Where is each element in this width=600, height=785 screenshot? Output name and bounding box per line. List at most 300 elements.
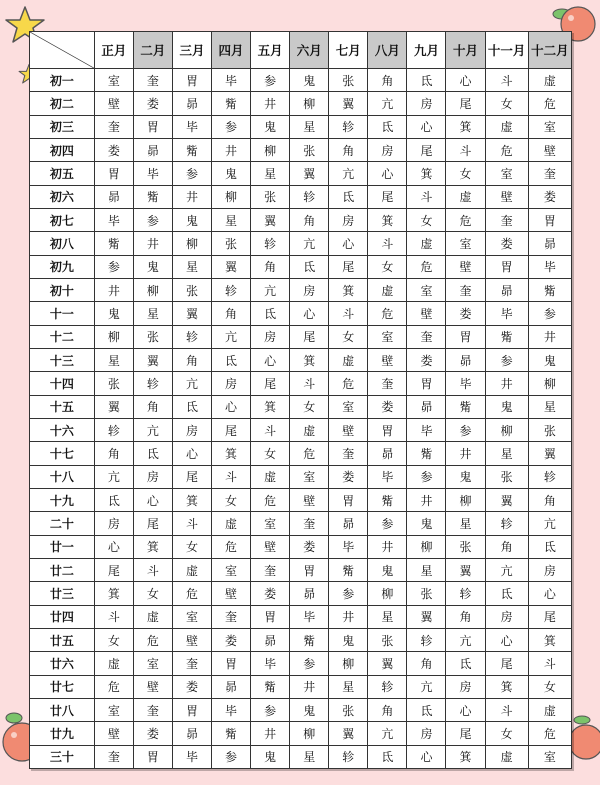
mansion-cell: 亢: [368, 92, 407, 115]
mansion-cell: 胃: [172, 69, 211, 92]
mansion-cell: 昴: [212, 675, 251, 698]
mansion-cell: 奎: [212, 605, 251, 628]
mansion-cell: 星: [251, 162, 290, 185]
mansion-cell: 箕: [94, 582, 133, 605]
mansion-cell: 心: [407, 745, 446, 768]
mansion-cell: 亢: [212, 325, 251, 348]
mansion-cell: 毕: [94, 208, 133, 231]
mansion-cell: 心: [446, 69, 485, 92]
mansion-cell: 虚: [528, 69, 571, 92]
mansion-cell: 氐: [368, 115, 407, 138]
mansion-cell: 角: [528, 488, 571, 511]
mansion-cell: 室: [172, 605, 211, 628]
mansion-cell: 心: [446, 698, 485, 721]
mansion-cell: 心: [528, 582, 571, 605]
mansion-cell: 斗: [251, 418, 290, 441]
mansion-cell: 胃: [407, 372, 446, 395]
mansion-cell: 氐: [94, 488, 133, 511]
mansion-cell: 亢: [528, 512, 571, 535]
mansion-cell: 尾: [446, 92, 485, 115]
mansion-cell: 昴: [290, 582, 329, 605]
mansion-cell: 女: [251, 442, 290, 465]
mansion-cell: 鬼: [94, 302, 133, 325]
mansion-cell: 心: [407, 115, 446, 138]
mansion-cell: 角: [329, 138, 368, 161]
mansion-cell: 轸: [290, 185, 329, 208]
mansion-cell: 鬼: [485, 395, 528, 418]
table-row: [30, 698, 572, 721]
mansion-cell: 女: [212, 488, 251, 511]
mansion-cell: 鬼: [329, 628, 368, 651]
mansion-cell: 尾: [251, 372, 290, 395]
table-row: [30, 745, 572, 768]
mansion-cell: 张: [290, 138, 329, 161]
table-row: [30, 488, 572, 511]
mansion-cell: 壁: [172, 628, 211, 651]
mansion-cell: 鬼: [212, 162, 251, 185]
mansion-cell: 尾: [94, 558, 133, 581]
mansion-cell: 张: [133, 325, 172, 348]
mansion-cell: 尾: [290, 325, 329, 348]
day-label: 初七: [30, 208, 95, 231]
mansion-cell: 井: [290, 675, 329, 698]
mansion-cell: 胃: [212, 652, 251, 675]
month-header: 五月: [251, 32, 290, 69]
mansion-cell: 张: [528, 418, 571, 441]
mansion-cell: 氐: [407, 69, 446, 92]
mansion-cell: 室: [94, 69, 133, 92]
month-header: 七月: [329, 32, 368, 69]
table-row: [30, 255, 572, 278]
mansion-cell: 参: [212, 115, 251, 138]
mansion-cell: 亢: [290, 232, 329, 255]
mansion-cell: 心: [329, 232, 368, 255]
mansion-cell: 角: [368, 69, 407, 92]
mansion-cell: 心: [212, 395, 251, 418]
mansion-cell: 箕: [407, 162, 446, 185]
mansion-cell: 斗: [528, 652, 571, 675]
mansion-cell: 星: [212, 208, 251, 231]
day-label: 廿九: [30, 722, 95, 745]
mansion-cell: 轸: [528, 465, 571, 488]
table-row: [30, 465, 572, 488]
mansion-cell: 觜: [172, 138, 211, 161]
mansion-cell: 奎: [446, 278, 485, 301]
mansion-cell: 氐: [133, 442, 172, 465]
mansion-cell: 柳: [212, 185, 251, 208]
mansion-cell: 箕: [212, 442, 251, 465]
mansion-cell: 井: [212, 138, 251, 161]
mansion-cell: 井: [94, 278, 133, 301]
mansion-cell: 箕: [446, 115, 485, 138]
table-row: [30, 418, 572, 441]
mansion-cell: 井: [446, 442, 485, 465]
mansion-cell: 虚: [212, 512, 251, 535]
table-row: [30, 628, 572, 651]
mansion-cell: 壁: [446, 255, 485, 278]
mansion-cell: 柳: [368, 582, 407, 605]
mansion-cell: 角: [133, 395, 172, 418]
mansion-cell: 室: [251, 512, 290, 535]
mansion-cell: 壁: [133, 675, 172, 698]
mansion-cell: 参: [329, 582, 368, 605]
mansion-cell: 危: [133, 628, 172, 651]
mansion-cell: 柳: [446, 488, 485, 511]
table-row: [30, 278, 572, 301]
month-header: 八月: [368, 32, 407, 69]
mansion-cell: 室: [212, 558, 251, 581]
mansion-cell: 奎: [485, 208, 528, 231]
mansion-cell: 奎: [94, 115, 133, 138]
mansion-cell: 亢: [251, 278, 290, 301]
mansion-cell: 危: [172, 582, 211, 605]
table-row: [30, 535, 572, 558]
mansion-cell: 尾: [446, 722, 485, 745]
mansion-cell: 斗: [368, 232, 407, 255]
day-label: 初四: [30, 138, 95, 161]
mansion-cell: 星: [446, 512, 485, 535]
mansion-cell: 井: [407, 488, 446, 511]
mansion-cell: 翼: [329, 92, 368, 115]
mansion-cell: 壁: [368, 348, 407, 371]
mansion-cell: 星: [290, 115, 329, 138]
mansion-cell: 觜: [94, 232, 133, 255]
mansion-cell: 张: [172, 278, 211, 301]
mansion-cell: 室: [368, 325, 407, 348]
mansion-cell: 奎: [528, 162, 571, 185]
mansion-cell: 张: [407, 582, 446, 605]
mansion-cell: 箕: [251, 395, 290, 418]
mansion-cell: 参: [94, 255, 133, 278]
mansion-cell: 毕: [485, 302, 528, 325]
day-label: 廿八: [30, 698, 95, 721]
table-row: [30, 395, 572, 418]
mansion-cell: 女: [94, 628, 133, 651]
mansion-cell: 箕: [446, 745, 485, 768]
day-label: 初二: [30, 92, 95, 115]
mansion-cell: 参: [212, 745, 251, 768]
mansion-cell: 危: [368, 302, 407, 325]
mansion-cell: 角: [485, 535, 528, 558]
mansion-cell: 心: [94, 535, 133, 558]
mansion-cell: 虚: [446, 185, 485, 208]
table-row: [30, 722, 572, 745]
table-row: [30, 92, 572, 115]
mansion-cell: 壁: [94, 722, 133, 745]
month-header: 六月: [290, 32, 329, 69]
mansion-cell: 尾: [212, 418, 251, 441]
mansion-cell: 星: [368, 605, 407, 628]
table-row: [30, 185, 572, 208]
mansion-cell: 张: [485, 465, 528, 488]
mansion-cell: 危: [446, 208, 485, 231]
day-label: 十一: [30, 302, 95, 325]
mansion-cell: 星: [485, 442, 528, 465]
mansion-cell: 轸: [172, 325, 211, 348]
mansion-cell: 角: [446, 605, 485, 628]
day-label: 廿六: [30, 652, 95, 675]
day-label: 初八: [30, 232, 95, 255]
mansion-cell: 轸: [212, 278, 251, 301]
mansion-cell: 女: [407, 208, 446, 231]
mansion-cell: 胃: [133, 115, 172, 138]
mansion-cell: 觜: [329, 558, 368, 581]
mansion-cell: 壁: [251, 535, 290, 558]
mansion-cell: 轸: [329, 745, 368, 768]
day-label: 廿三: [30, 582, 95, 605]
mansion-cell: 娄: [485, 232, 528, 255]
mansion-cell: 亢: [446, 628, 485, 651]
mansion-cell: 井: [528, 325, 571, 348]
table-row: [30, 69, 572, 92]
mansion-cell: 房: [528, 558, 571, 581]
mansion-cell: 娄: [94, 138, 133, 161]
mansion-cell: 昴: [329, 512, 368, 535]
mansion-cell: 觜: [212, 722, 251, 745]
mansion-cell: 氐: [290, 255, 329, 278]
mansion-cell: 心: [133, 488, 172, 511]
table-row: [30, 138, 572, 161]
mansion-cell: 娄: [446, 302, 485, 325]
mansion-cell: 张: [251, 185, 290, 208]
mansion-cell: 娄: [133, 722, 172, 745]
mansion-cell: 女: [446, 162, 485, 185]
table-row: [30, 582, 572, 605]
mansion-cell: 房: [172, 418, 211, 441]
day-label: 三十: [30, 745, 95, 768]
mansion-cell: 胃: [368, 418, 407, 441]
mansion-cell: 翼: [94, 395, 133, 418]
month-header: 十二月: [528, 32, 571, 69]
mansion-cell: 娄: [212, 628, 251, 651]
mansion-cell: 氐: [528, 535, 571, 558]
mansion-cell: 轸: [329, 115, 368, 138]
mansion-cell: 房: [290, 278, 329, 301]
mansion-cell: 虚: [329, 348, 368, 371]
mansion-cell: 毕: [329, 535, 368, 558]
mansion-cell: 轸: [94, 418, 133, 441]
mansion-cell: 毕: [446, 372, 485, 395]
mansion-cell: 角: [251, 255, 290, 278]
mansion-cell: 觜: [212, 92, 251, 115]
mansion-cell: 亢: [329, 162, 368, 185]
mansion-cell: 翼: [368, 652, 407, 675]
mansion-cell: 参: [251, 698, 290, 721]
mansion-cell: 轸: [485, 512, 528, 535]
mansion-cell: 尾: [368, 185, 407, 208]
mansion-cell: 参: [172, 162, 211, 185]
mansion-cell: 觜: [528, 278, 571, 301]
mansion-cell: 毕: [528, 255, 571, 278]
mansion-cell: 斗: [407, 185, 446, 208]
diagonal-divider: [30, 32, 94, 68]
mansion-cell: 室: [290, 465, 329, 488]
mansion-cell: 奎: [94, 745, 133, 768]
mansion-cell: 毕: [368, 465, 407, 488]
table-row: [30, 302, 572, 325]
mansion-cell: 危: [212, 535, 251, 558]
mansion-cell: 箕: [329, 278, 368, 301]
table-row: [30, 652, 572, 675]
mansion-cell: 壁: [212, 582, 251, 605]
day-label: 十五: [30, 395, 95, 418]
mansion-cell: 壁: [485, 185, 528, 208]
mansion-cell: 参: [251, 69, 290, 92]
mansion-cell: 角: [290, 208, 329, 231]
mansion-cell: 壁: [290, 488, 329, 511]
mansion-cell: 斗: [329, 302, 368, 325]
mansion-cell: 箕: [528, 628, 571, 651]
mansion-cell: 胃: [528, 208, 571, 231]
mansion-cell: 室: [329, 395, 368, 418]
mansion-cell: 亢: [94, 465, 133, 488]
table-row: [30, 208, 572, 231]
day-label: 十三: [30, 348, 95, 371]
mansion-cell: 亢: [368, 722, 407, 745]
mansion-cell: 鬼: [290, 698, 329, 721]
day-label: 二十: [30, 512, 95, 535]
mansion-cell: 女: [290, 395, 329, 418]
month-header: 三月: [172, 32, 211, 69]
table-row: [30, 372, 572, 395]
mansion-cell: 昴: [94, 185, 133, 208]
mansion-cell: 虚: [528, 698, 571, 721]
table-body: [30, 69, 572, 769]
mansion-cell: 房: [368, 138, 407, 161]
mansion-cell: 氐: [251, 302, 290, 325]
mansion-cell: 昴: [172, 92, 211, 115]
mansion-cell: 壁: [94, 92, 133, 115]
mansion-cell: 井: [133, 232, 172, 255]
mansion-cell: 鬼: [133, 255, 172, 278]
mansion-cell: 胃: [172, 698, 211, 721]
mansion-cell: 奎: [368, 372, 407, 395]
mansion-cell: 娄: [368, 395, 407, 418]
mansion-cell: 柳: [94, 325, 133, 348]
month-header: 正月: [94, 32, 133, 69]
mansion-cell: 星: [528, 395, 571, 418]
mansion-cell: 翼: [251, 208, 290, 231]
table-row: [30, 605, 572, 628]
mansion-cell: 井: [485, 372, 528, 395]
mansion-cell: 女: [528, 675, 571, 698]
mansion-cell: 奎: [290, 512, 329, 535]
mansion-cell: 觜: [485, 325, 528, 348]
day-label: 廿四: [30, 605, 95, 628]
mansion-cell: 柳: [290, 722, 329, 745]
mansion-cell: 亢: [407, 675, 446, 698]
mansion-cell: 胃: [133, 745, 172, 768]
table-row: [30, 675, 572, 698]
mansion-cell: 危: [407, 255, 446, 278]
mansion-cell: 胃: [485, 255, 528, 278]
mansion-cell: 斗: [290, 372, 329, 395]
day-label: 廿一: [30, 535, 95, 558]
mansion-cell: 虚: [485, 115, 528, 138]
mansion-cell: 氐: [172, 395, 211, 418]
mansion-cell: 毕: [172, 115, 211, 138]
day-label: 十二: [30, 325, 95, 348]
day-label: 初九: [30, 255, 95, 278]
day-label: 十九: [30, 488, 95, 511]
mansion-cell: 鬼: [290, 69, 329, 92]
month-header-row: [30, 32, 572, 69]
mansion-cell: 娄: [172, 675, 211, 698]
mansion-cell: 奎: [329, 442, 368, 465]
month-header: 四月: [212, 32, 251, 69]
mansion-cell: 娄: [133, 92, 172, 115]
mansion-cell: 井: [251, 722, 290, 745]
mansion-cell: 张: [446, 535, 485, 558]
mansion-cell: 箕: [485, 675, 528, 698]
mansion-cell: 尾: [329, 255, 368, 278]
mansion-cell: 氐: [368, 745, 407, 768]
mansion-cell: 箕: [290, 348, 329, 371]
mansion-cell: 星: [172, 255, 211, 278]
mansion-cell: 房: [251, 325, 290, 348]
mansion-cell: 角: [212, 302, 251, 325]
mansion-cell: 角: [368, 698, 407, 721]
mansion-cell: 觜: [368, 488, 407, 511]
mansion-cell: 张: [329, 698, 368, 721]
mansion-cell: 虚: [290, 418, 329, 441]
mansion-cell: 斗: [133, 558, 172, 581]
mansion-cell: 危: [251, 488, 290, 511]
mansion-cell: 毕: [407, 418, 446, 441]
mansion-cell: 昴: [133, 138, 172, 161]
mansion-cell: 女: [485, 722, 528, 745]
mansion-cell: 昴: [485, 278, 528, 301]
mansion-cell: 井: [172, 185, 211, 208]
mansion-cell: 虚: [368, 278, 407, 301]
mansion-cell: 星: [407, 558, 446, 581]
mansion-cell: 星: [133, 302, 172, 325]
mansion-cell: 室: [485, 162, 528, 185]
mansion-cell: 房: [212, 372, 251, 395]
day-label: 廿五: [30, 628, 95, 651]
mansion-cell: 昴: [251, 628, 290, 651]
table-row: [30, 558, 572, 581]
mansion-cell: 轸: [133, 372, 172, 395]
mansion-cell: 昴: [446, 348, 485, 371]
mansion-cell: 奎: [133, 69, 172, 92]
mansion-cell: 房: [407, 722, 446, 745]
mansion-cell: 柳: [485, 418, 528, 441]
mansion-cell: 箕: [133, 535, 172, 558]
mansion-cell: 翼: [329, 722, 368, 745]
day-label: 初一: [30, 69, 95, 92]
mansion-cell: 奎: [251, 558, 290, 581]
mansion-cell: 毕: [212, 698, 251, 721]
mansion-cell: 娄: [407, 348, 446, 371]
mansion-cell: 柳: [329, 652, 368, 675]
mansion-cell: 井: [251, 92, 290, 115]
mansion-cell: 箕: [368, 208, 407, 231]
mansion-cell: 毕: [251, 652, 290, 675]
day-label: 十四: [30, 372, 95, 395]
mansion-cell: 柳: [172, 232, 211, 255]
mansion-cell: 亢: [172, 372, 211, 395]
mansion-cell: 虚: [485, 745, 528, 768]
mansion-cell: 心: [368, 162, 407, 185]
mansion-cell: 亢: [485, 558, 528, 581]
mansion-cell: 室: [133, 652, 172, 675]
mansion-cell: 觜: [290, 628, 329, 651]
mansion-cell: 危: [329, 372, 368, 395]
mansion-cell: 女: [133, 582, 172, 605]
table-row: [30, 348, 572, 371]
mansion-cell: 室: [446, 232, 485, 255]
